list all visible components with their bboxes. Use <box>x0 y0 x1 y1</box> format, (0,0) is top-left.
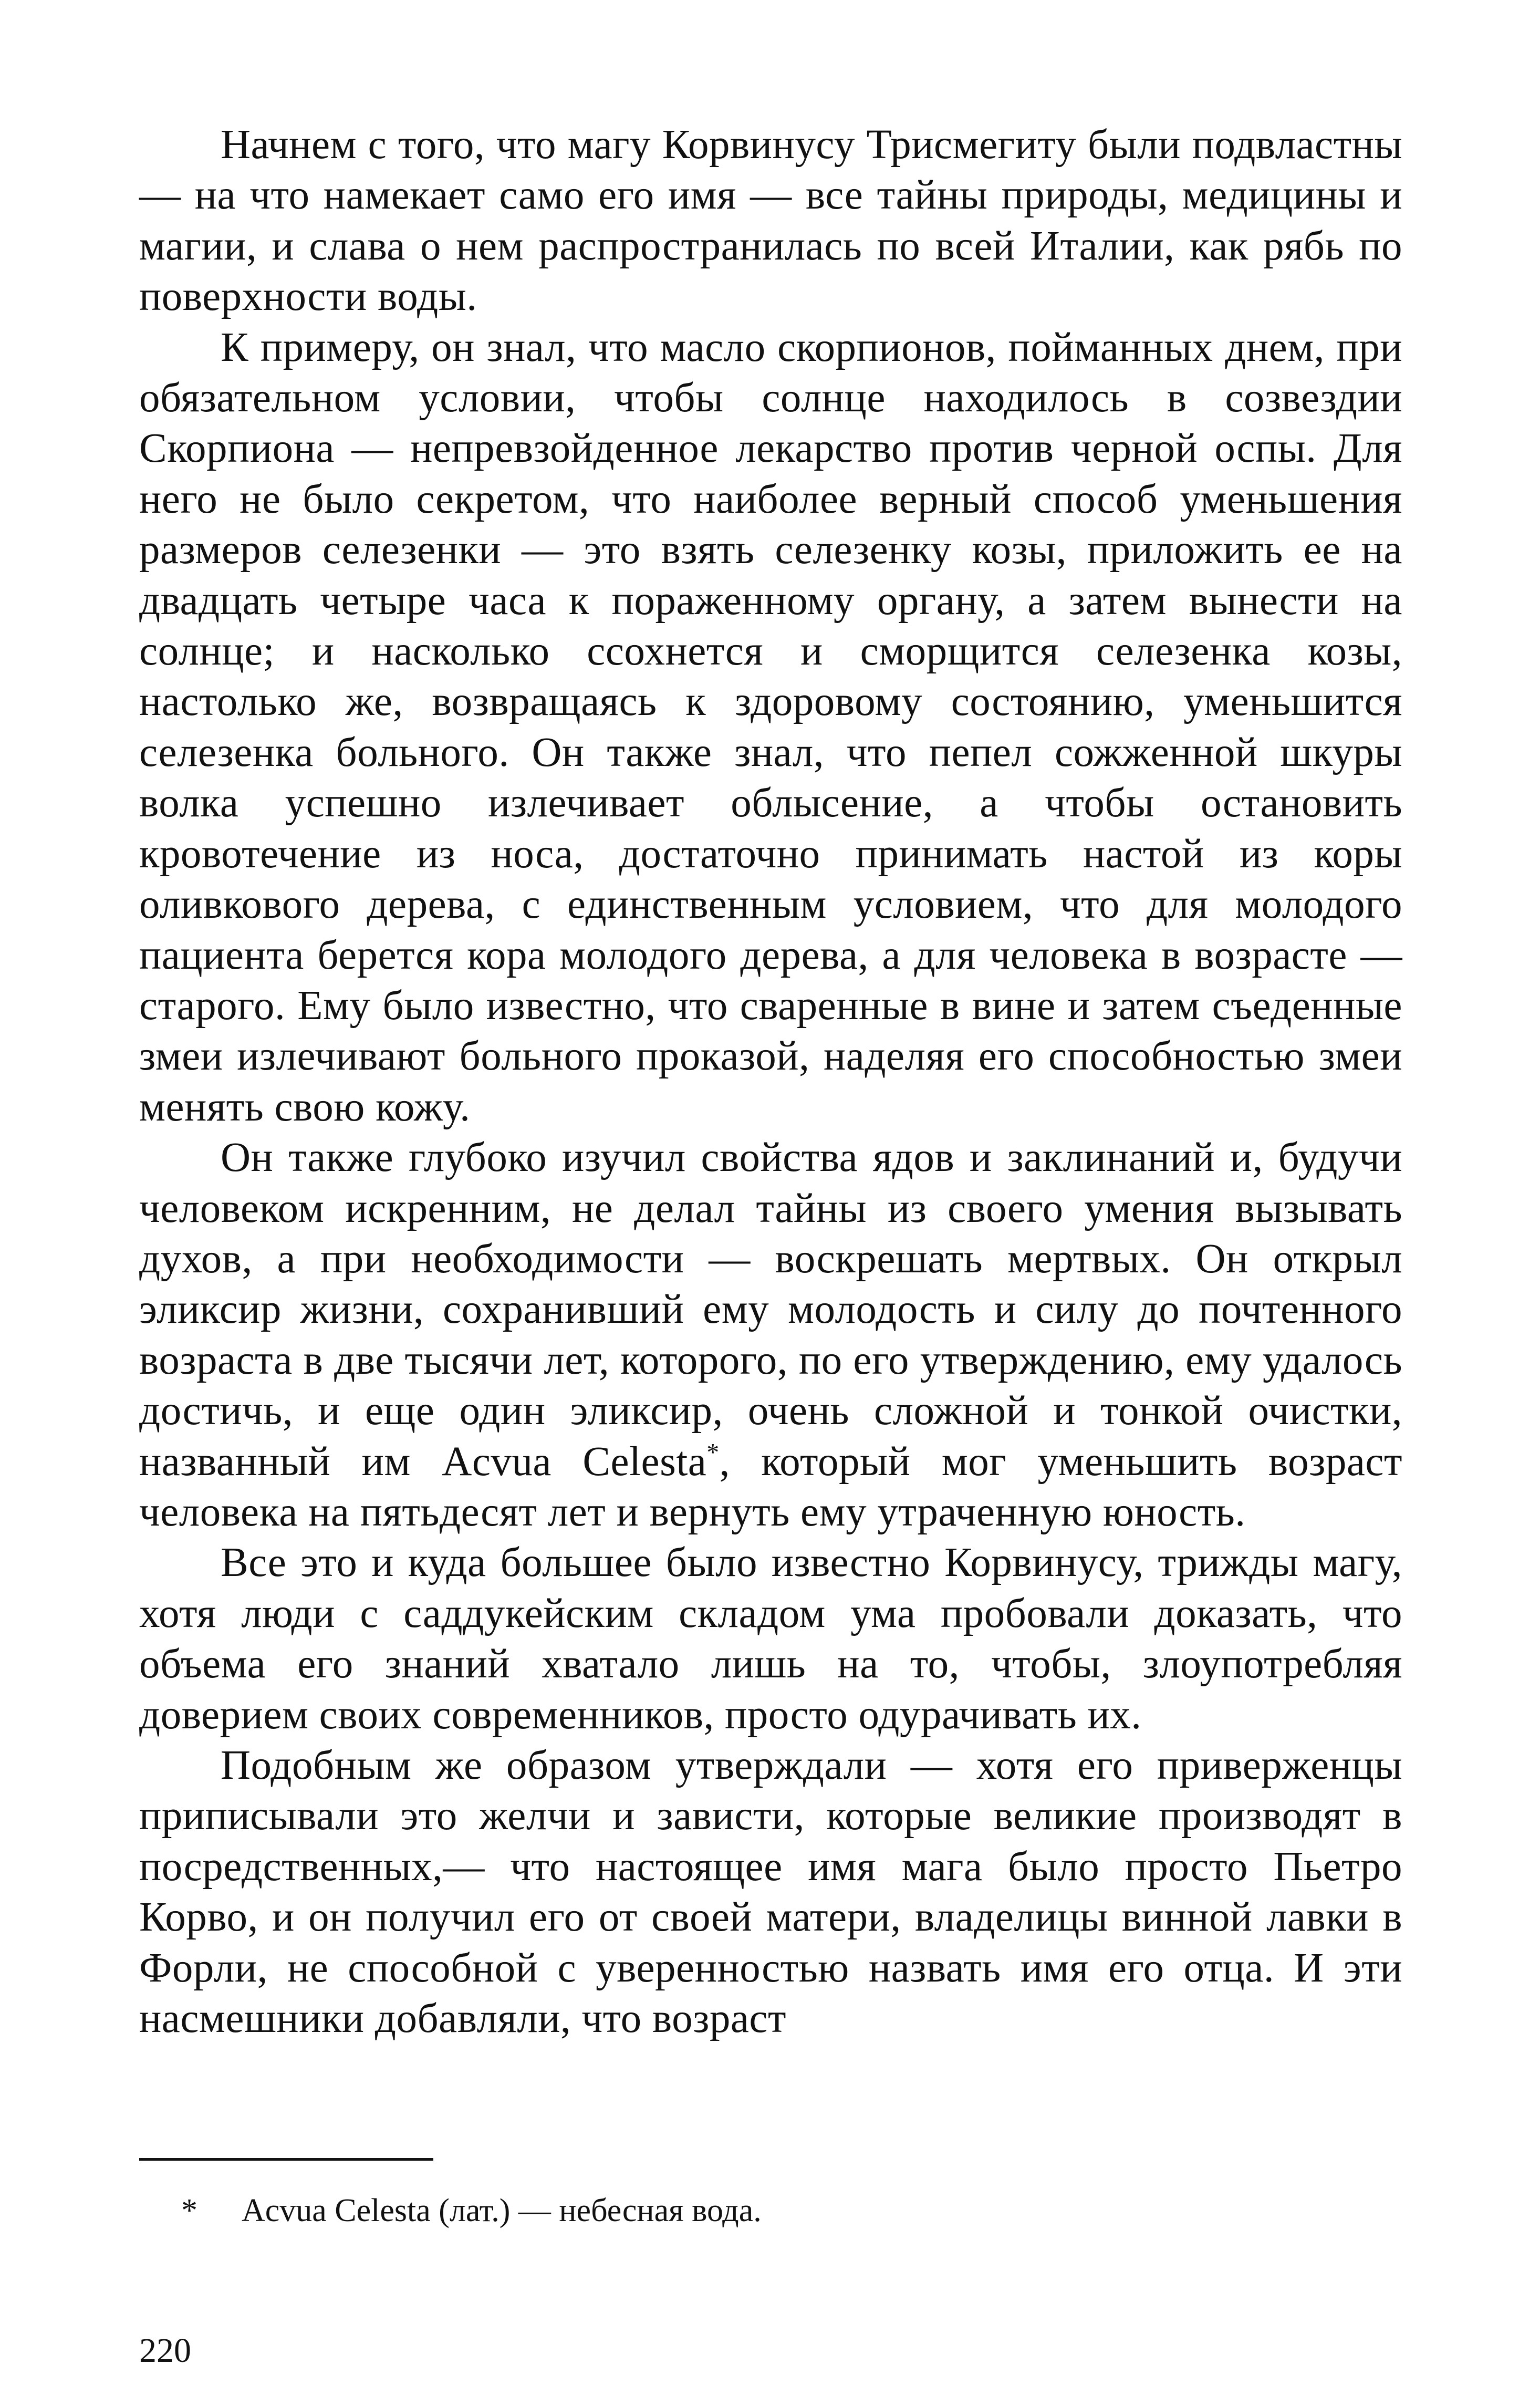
paragraph-3-text-before: Он также глубоко изучил свойства ядов и заклинаний и, будучи человеком искренним, не делал тайны из своего умения вызывать духов, а при необходимости — воскрешать мертвых. Он открыл эликсир жизни, сохранивший ему молодость и силу до почтенного возраста в две тысячи лет, которого, по его утверждению, ему удалось достичь, и еще один эликсир, очень сложной и тонкой очистки, названный им Acvua Celesta <box>139 1135 1402 1485</box>
footnote <box>181 2190 1389 2232</box>
paragraph-1: Начнем с того, что магу Корвинусу Трисмегиту были подвластны — на что намекает само его имя — все тайны природы, медицины и магии, и слава о нем распространилась по всей Италии, как рябь по поверхности воды. <box>139 122 1402 320</box>
page-number: 220 <box>139 2331 191 2370</box>
paragraph-3 <box>139 1133 1402 1538</box>
paragraph-4: Все это и куда большее было известно Корвинусу, трижды магу, хотя люди с саддукейским складом ума пробовали доказать, что объема его знаний хватало лишь на то, чтобы, злоупотребляя доверием своих современников, просто одурачивать их. <box>139 1540 1402 1738</box>
footnote-divider <box>139 2158 433 2161</box>
footnote-text: Acvua Celesta (лат.) — небесная вода. <box>242 2193 762 2228</box>
main-text <box>139 120 1402 2044</box>
footnote-mark: * <box>181 2193 197 2228</box>
footnote-reference: * <box>706 1439 720 1467</box>
paragraph-5: Подобным же образом утверждали — хотя его приверженцы приписывали это желчи и зависти, которые великие производят в посредственных,— что настоящее имя мага было просто Пьетро Корво, и он получил его от своей матери, владелицы винной лавки в Форли, не способной с уверенностью назвать имя его отца. И эти насмешники добавляли, что возраст <box>139 1743 1402 2042</box>
paragraph-3-text-after: , который мог уменьшить возраст человека на пятьдесят лет и вернуть ему утраченную юность. <box>139 1438 1402 1535</box>
paragraph-2: К примеру, он знал, что масло скорпионов, пойманных днем, при обязательном условии, чтобы солнце находилось в созвездии Скорпиона — непревзойденное лекарство против черной оспы. Для него не было секретом, что наиболее верный способ уменьшения размеров селезенки — это взять селезенку козы, приложить ее на двадцать четыре часа к пораженному органу, а затем вынести на солнце; и насколько ссохнется и сморщится селезенка козы, настолько же, возвращаясь к здоровому состоянию, уменьшится селезенка больного. Он также знал, что пепел сожженной шкуры волка успешно излечивает облысение, а чтобы остановить кровотечение из носа, достаточно принимать настой из коры оливкового дерева, с единственным условием, что для молодого пациента берется кора молодого дерева, а для человека в возрасте — старого. Ему было известно, что сваренные в вине и затем съеденные змеи излечивают больного проказой, наделяя его способностью змеи менять свою кожу. <box>139 324 1402 1130</box>
